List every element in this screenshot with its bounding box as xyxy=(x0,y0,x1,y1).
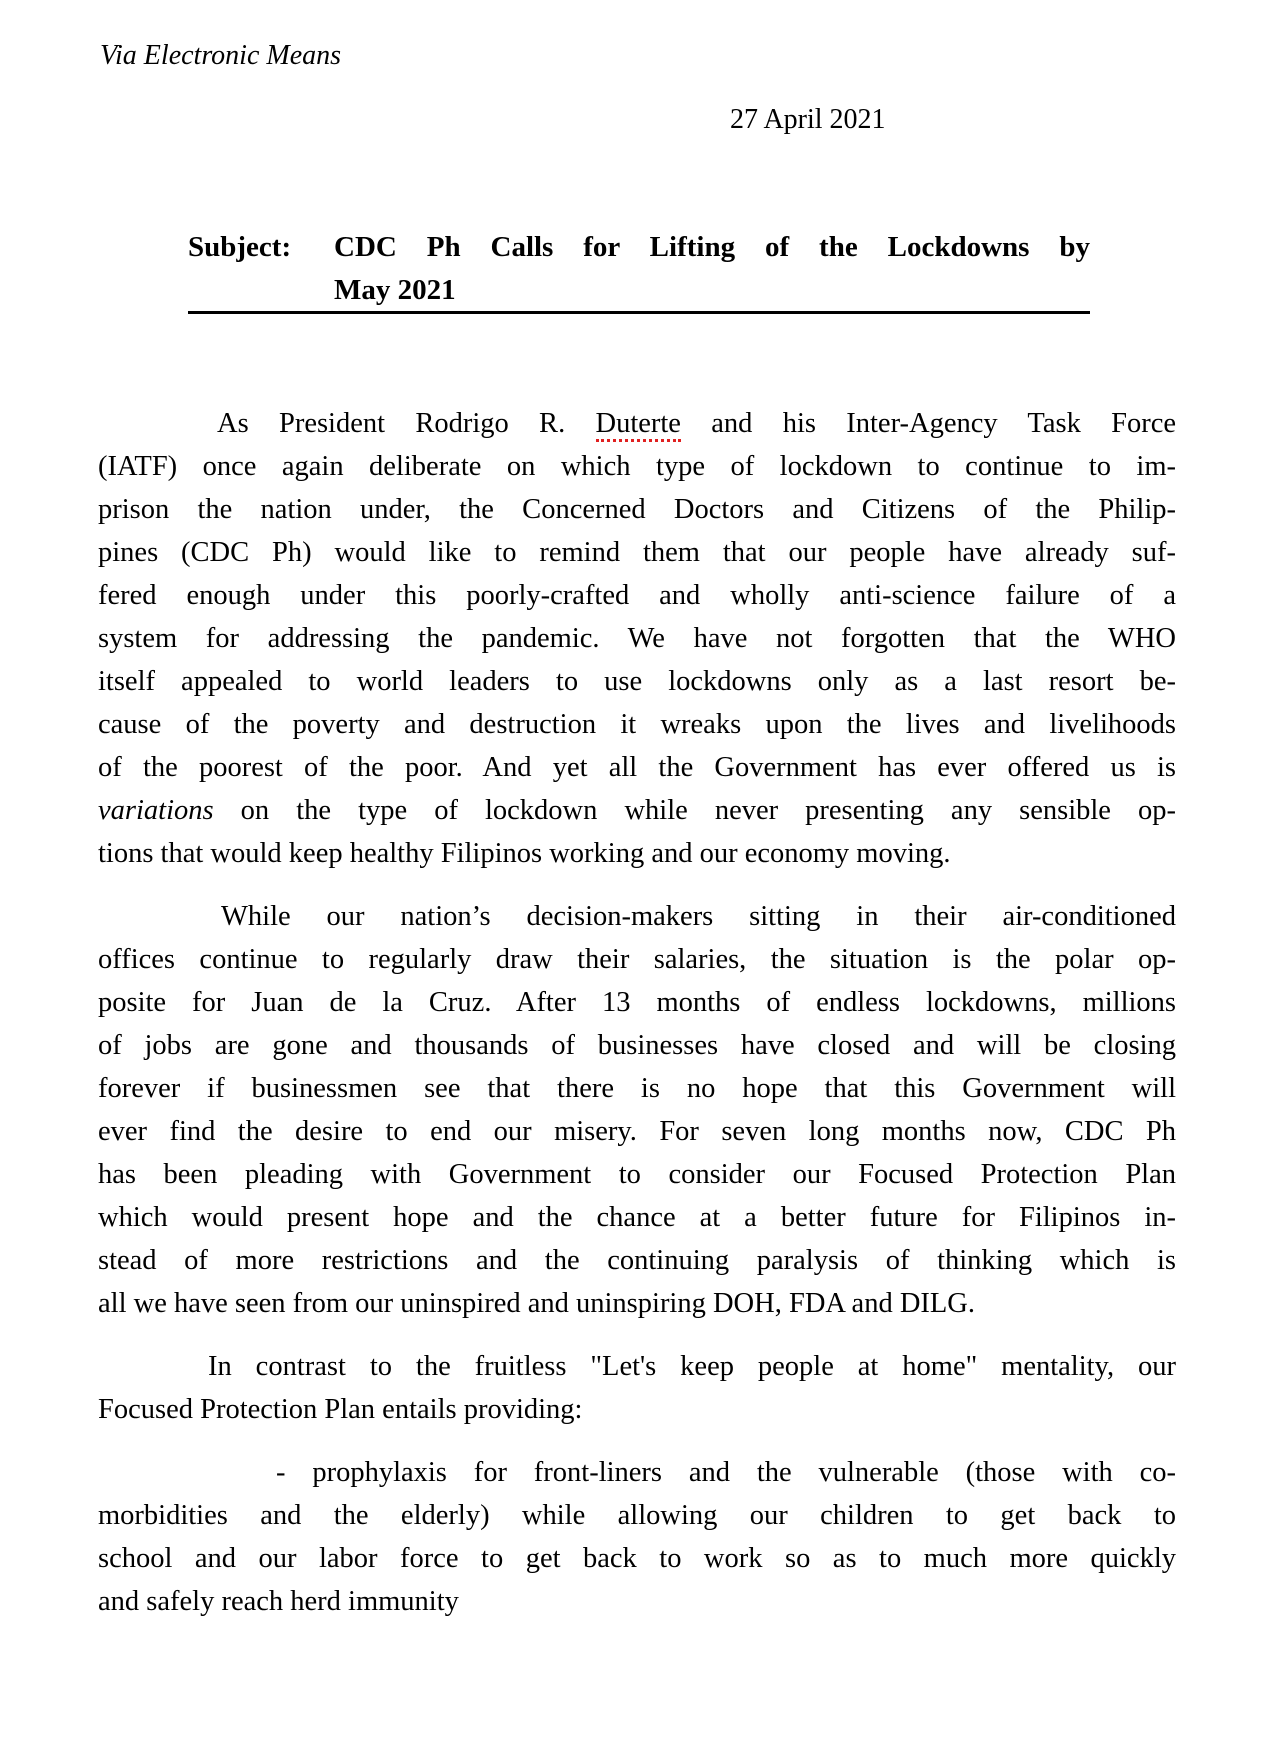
paragraph-line: forever if businessmen see that there is no hope that this Government will xyxy=(98,1073,1176,1104)
delivery-note: Via Electronic Means xyxy=(100,40,342,71)
text-run: and his Inter-Agency Task Force xyxy=(680,408,1177,439)
paragraph-line: stead of more restrictions and the continuing paralysis of thinking which is xyxy=(98,1245,1176,1276)
paragraph-2 xyxy=(98,895,1176,1325)
subject-line: May 2021 xyxy=(334,274,456,306)
paragraph-line: pines (CDC Ph) would like to remind them that our people have already suf- xyxy=(98,537,1176,568)
paragraph-3 xyxy=(98,1345,1176,1431)
emphasis: variations xyxy=(98,795,214,826)
paragraph-line xyxy=(98,789,1176,832)
paragraph-line: fered enough under this poorly-crafted and wholly anti-science failure of a xyxy=(98,580,1176,611)
paragraph-line: (IATF) once again deliberate on which type of lockdown to continue to im- xyxy=(98,451,1176,482)
paragraph-line: cause of the poverty and destruction it wreaks upon the lives and livelihoods xyxy=(98,709,1176,740)
paragraph-line: and safely reach herd immunity xyxy=(98,1586,459,1617)
paragraph-line: offices continue to regularly draw their salaries, the situation is the polar op- xyxy=(98,944,1176,975)
paragraph-line: of jobs are gone and thousands of businesses have closed and will be closing xyxy=(98,1030,1176,1061)
paragraph-line: itself appealed to world leaders to use lockdowns only as a last resort be- xyxy=(98,666,1176,697)
paragraph-line: Focused Protection Plan entails providing: xyxy=(98,1394,583,1425)
paragraph-line: While our nation’s decision-makers sitting in their air-conditioned xyxy=(221,901,1176,932)
paragraph-line: which would present hope and the chance at a better future for Filipinos in- xyxy=(98,1202,1176,1233)
letter-date: 27 April 2021 xyxy=(730,104,886,135)
paragraph-line: all we have seen from our uninspired and uninspiring DOH, FDA and DILG. xyxy=(98,1288,976,1319)
paragraph-line: prison the nation under, the Concerned Doctors and Citizens of the Philip- xyxy=(98,494,1176,525)
paragraph-line: ever find the desire to end our misery. For seven long months now, CDC Ph xyxy=(98,1116,1176,1147)
paragraph-line: has been pleading with Government to consider our Focused Protection Plan xyxy=(98,1159,1176,1190)
paragraph-line: - prophylaxis for front-liners and the vulnerable (those with co- xyxy=(276,1457,1176,1488)
bullet-item xyxy=(98,1451,1176,1623)
subject-title xyxy=(334,226,1090,312)
paragraph-line: system for addressing the pandemic. We have not forgotten that the WHO xyxy=(98,623,1176,654)
paragraph-line: morbidities and the elderly) while allowing our children to get back to xyxy=(98,1500,1176,1531)
paragraph-line: tions that would keep healthy Filipinos working and our economy moving. xyxy=(98,838,951,869)
spellcheck-flagged-word[interactable]: Duterte xyxy=(596,408,681,442)
paragraph-line: of the poorest of the poor. And yet all the Government has ever offered us is xyxy=(98,752,1176,783)
text-run: on the type of lockdown while never presenting any sensible op- xyxy=(213,795,1176,826)
paragraph-line: school and our labor force to get back to work so as to much more quickly xyxy=(98,1543,1176,1574)
subject-line: CDC Ph Calls for Lifting of the Lockdowns by xyxy=(334,231,1090,263)
subject-label: Subject: xyxy=(188,231,292,263)
text-run: As President Rodrigo R. xyxy=(217,408,596,439)
paragraph-line: posite for Juan de la Cruz. After 13 months of endless lockdowns, millions xyxy=(98,987,1176,1018)
paragraph-1 xyxy=(98,402,1176,875)
subject-underline xyxy=(188,311,1090,314)
paragraph-line: In contrast to the fruitless "Let's keep people at home" mentality, our xyxy=(208,1351,1176,1382)
paragraph-line xyxy=(98,402,1176,445)
